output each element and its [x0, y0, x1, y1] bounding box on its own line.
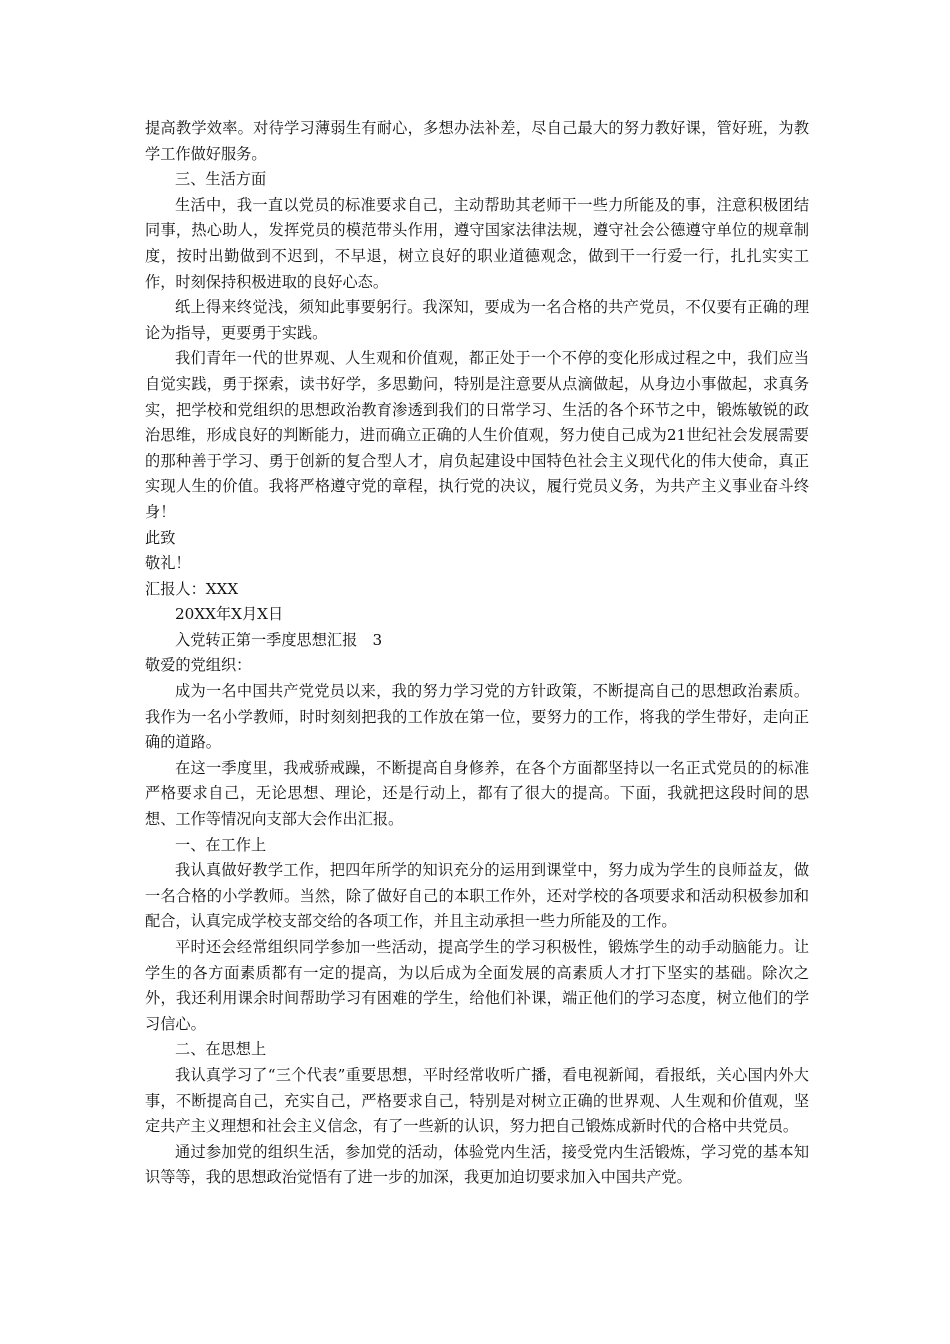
section-title-report-3: 入党转正第一季度思想汇报 3 — [175, 630, 383, 649]
salutation: 敬爱的党组织： — [145, 656, 252, 675]
heading-life-aspect: 三、生活方面 — [175, 170, 267, 189]
paragraph-quarter: 在这一季度里，我戒骄戒躁，不断提高自身修养，在各个方面都坚持以一名正式党员的的标准严格要求自己，无论思想、理论，还是行动上，都有了很大的提高。下面，我就把这段时间的思想、工作等情况向支部大会作出汇报。 — [145, 758, 809, 829]
closing-cizhi: 此致 — [145, 528, 176, 547]
reporter-name: 汇报人：XXX — [145, 579, 239, 598]
paragraph-activities: 平时还会经常组织同学参加一些活动，提高学生的学习积极性，锻炼学生的动手动脑能力。让学生的各方面素质都有一定的提高，为以后成为全面发展的高素质人才打下坚实的基础。除次之外，我还利用课余时间帮助学习有困难的学生，给他们补课，端正他们的学习态度，树立他们的学习信心。 — [145, 938, 809, 1033]
heading-work: 一、在工作上 — [175, 835, 267, 854]
paragraph-party-life: 通过参加党的组织生活，参加党的活动，体验党内生活，接受党内生活锻炼，学习党的基本知识等等，我的思想政治觉悟有了进一步的加深，我更加迫切要求加入中国共产党。 — [145, 1142, 809, 1187]
closing-jingli: 敬礼！ — [145, 554, 191, 573]
paragraph-youth-worldview: 我们青年一代的世界观、人生观和价值观，都正处于一个不停的变化形成过程之中，我们应当自觉实践，勇于探索，读书好学，多思勤问，特别是注意要从点滴做起，从身边小事做起，求真务实，把学校和党组织的思想政治教育渗透到我们的日常学习、生活的各个环节之中，锻炼敏锐的政治思维，形成良好的判断能力，进而确立正确的人生价值观，努力使自己成为21世纪社会发展需要的那种善于学习、勇于创新的复合型人才，肩负起建设中国特色社会主义现代化的伟大使命，真正实现人生的价值。我将严格遵守党的章程，执行党的决议，履行党员义务，为共产主义事业奋斗终身！ — [145, 349, 809, 521]
paragraph-life: 生活中，我一直以党员的标准要求自己，主动帮助其老师干一些力所能及的事，注意积极团结同事，热心助人，发挥党员的模范带头作用，遵守国家法律法规，遵守社会公德遵守单位的规章制度，按时出勤做到不迟到，不早退，树立良好的职业道德观念，做到干一行爱一行，扎扎实实工作，时刻保持积极进取的良好心态。 — [145, 195, 809, 291]
paragraph-teaching-efficiency: 提高教学效率。对待学习薄弱生有耐心，多想办法补差，尽自己最大的努力教好课，管好班，为教学工作做好服务。 — [145, 119, 809, 163]
paragraph-work: 我认真做好教学工作，把四年所学的知识充分的运用到课堂中，努力成为学生的良师益友，做一名合格的小学教师。当然，除了做好自己的本职工作外，还对学校的各项要求和活动积极参加和配合，认真完成学校支部交给的各项工作，并且主动承担一些力所能及的工作。 — [145, 861, 809, 931]
paragraph-practice: 纸上得来终觉浅，须知此事要躬行。我深知，要成为一名合格的共产党员，不仅要有正确的理论为指导，更要勇于实践。 — [145, 298, 809, 342]
heading-thought: 二、在思想上 — [175, 1040, 267, 1059]
document-page — [145, 116, 809, 1191]
paragraph-thought: 我认真学习了“三个代表”重要思想，平时经常收听广播，看电视新闻，看报纸，关心国内外大事，不断提高自己，充实自己，严格要求自己，特别是对树立正确的世界观、人生观和价值观，坚定共产主义理想和社会主义信念，有了一些新的认识，努力把自己锻炼成新时代的合格中共党员。 — [145, 1065, 809, 1136]
report-date: 20XX年X月X日 — [175, 605, 284, 624]
paragraph-intro: 成为一名中国共产党党员以来，我的努力学习党的方针政策，不断提高自己的思想政治素质。我作为一名小学教师，时时刻刻把我的工作放在第一位，要努力的工作，将我的学生带好，走向正确的道路。 — [145, 682, 809, 752]
